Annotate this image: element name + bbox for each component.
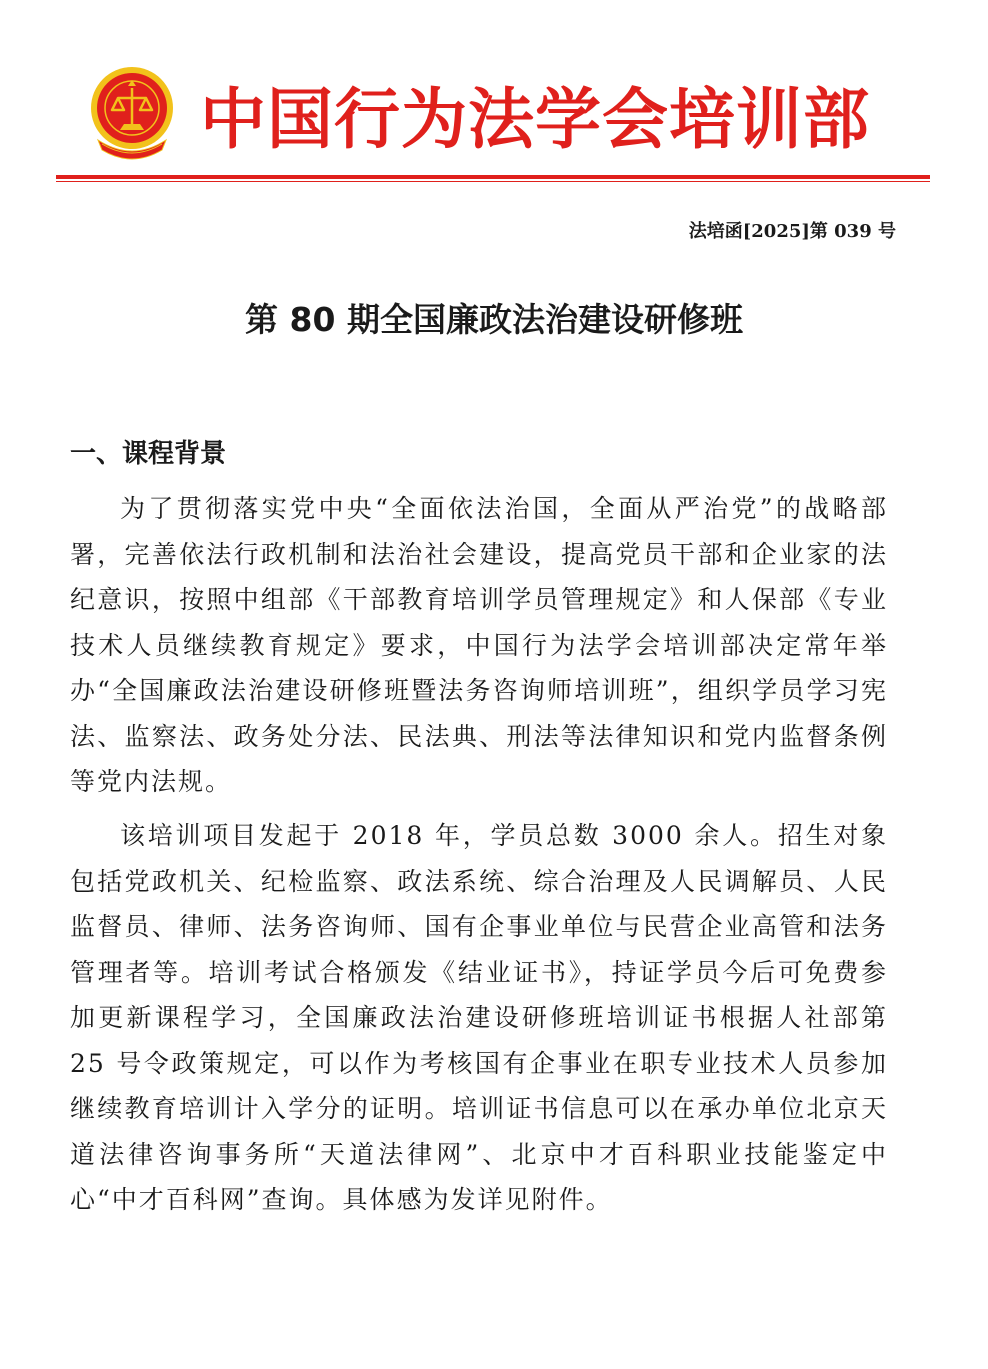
org-name-heading: 中国行为法学会培训部: [200, 81, 870, 158]
body-paragraph: 为了贯彻落实党中央“全面依法治国，全面从严治党”的战略部署，完善依法行政机制和法治社会建设，提高党员干部和企业家的法纪意识，按照中组部《干部教育培训学员管理规定》和人保部《专业技术人员继续教育规定》要求，中国行为法学会培训部决定常年举办“全国廉政法治建设研修班暨法务咨询师培训班”，组织学员学习宪法、监察法、政务处分法、民法典、刑法等法律知识和党内监督条例等党内法规。: [70, 494, 888, 796]
header-divider-thick: [56, 175, 930, 179]
society-seal-icon: [88, 66, 176, 166]
document-number: 法培函[2025]第 039 号: [688, 221, 896, 242]
section-heading-course-background: 一、课程背景: [70, 439, 227, 469]
body-paragraph: 该培训项目发起于 2018 年，学员总数 3000 余人。招生对象包括党政机关、纪检监察、政法系统、综合治理及人民调解员、人民监督员、律师、法务咨询师、国有企事业单位与民营企业高管和法务管理者等。培训考试合格颁发《结业证书》，持证学员今后可免费参加更新课程学习，全国廉政法治建设研修班培训证书根据人社部第 25 号令政策规定，可以作为考核国有企事业在职专业技术人员参加继续教育培训计入学分的证明。培训证书信息可以在承办单位北京天道法律咨询事务所“天道法律网”、北京中才百科职业技能鉴定中心“中才百科网”查询。具体感为发详见附件。: [70, 821, 888, 1214]
document-title: 第 80 期全国廉政法治建设研修班: [245, 300, 743, 339]
header-divider-thin: [56, 181, 930, 182]
